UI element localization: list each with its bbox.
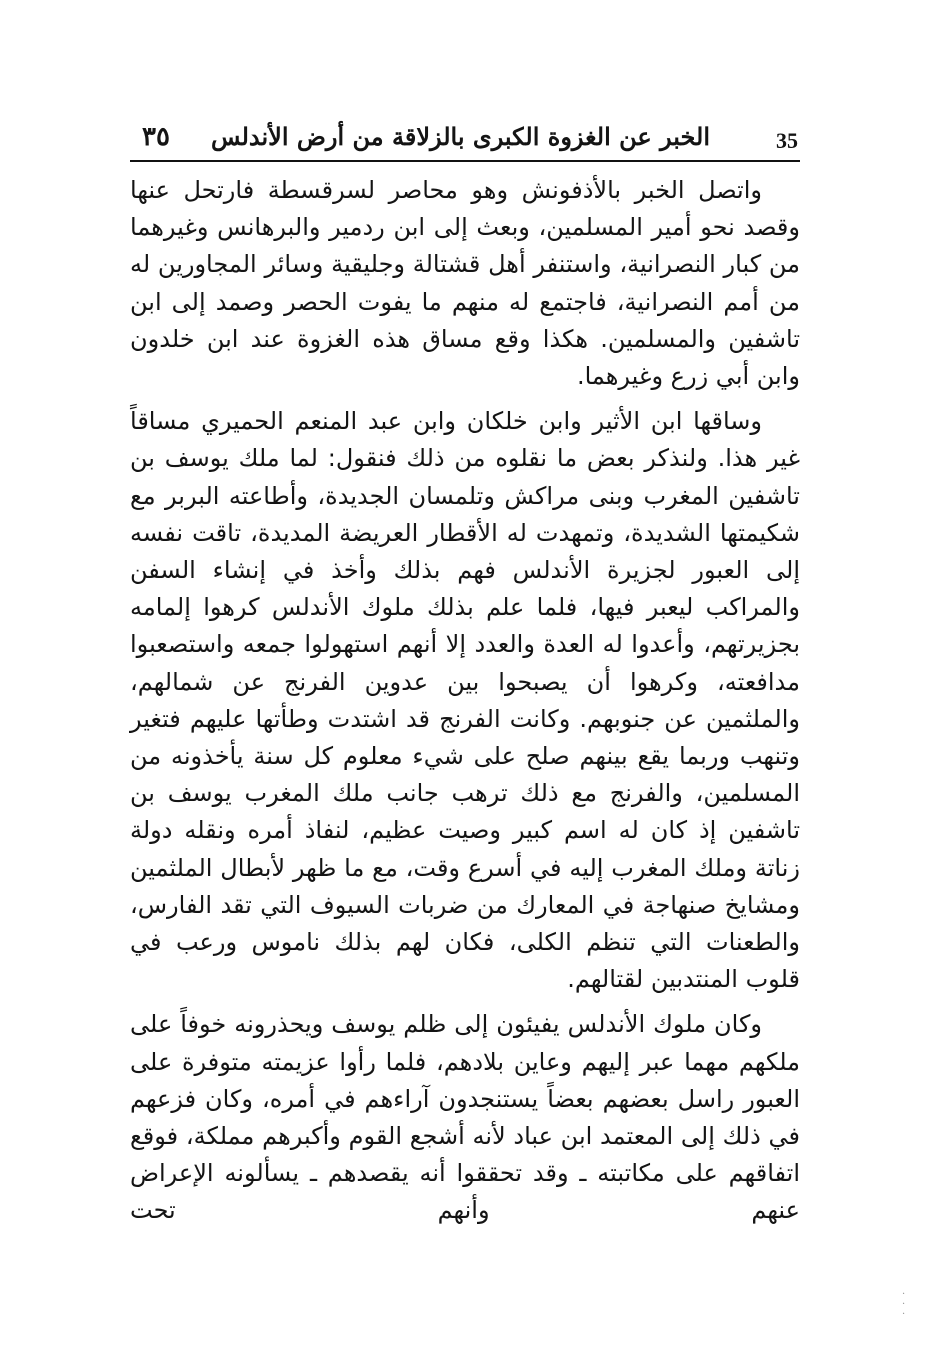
paragraph-2: وساقها ابن الأثير وابن خلكان وابن عبد المنعم الحميري مساقاً غير هذا. ولنذكر بعض ما نقلوه من ذلك فنقول: لما ملك يوسف بن تاشفين المغرب وبنى مراكش وتلمسان الجديدة، وأطاعته البربر مع شكيمتها الشديدة، وتمهدت له الأقطار العريضة المديدة، تاقت نفسه إلى العبور لجزيرة الأندلس فهم بذلك وأخذ في إنشاء السفن والمراكب ليعبر فيها، فلما علم بذلك ملوك الأندلس كرهوا إلمامه بجزيرتهم، وأعدوا له العدة والعدد إلا أنهم استهولوا جمعه واستصعبوا مدافعته، وكرهوا أن يصبحوا بين عدوين الفرنج عن شمالهم، والملثمين عن جنوبهم. وكانت الفرنج قد اشتدت وطأتها عليهم فتغير وتنهب وربما يقع بينهم صلح على شيء معلوم كل سنة يأخذونه من المسلمين، والفرنج مع ذلك ترهب جانب ملك المغرب يوسف بن تاشفين إذ كان له اسم كبير وصيت عظيم، لنفاذ أمره ونقله دولة زناتة وملك المغرب إليه في أسرع وقت، مع ما ظهر لأبطال الملثمين ومشايخ صنهاجة في المعارك من ضربات السيوف التي تقد الفارس، والطعنات التي تنظم الكلى، فكان لهم بذلك ناموس ورعب في قلوب المنتدبين لقتالهم. bbox=[130, 407, 800, 994]
body-text bbox=[130, 172, 800, 1238]
page-number-arabic: ٣٥ bbox=[142, 122, 170, 152]
page-header bbox=[130, 118, 800, 162]
page-number-latin: 35 bbox=[776, 128, 798, 153]
paragraph-1: واتصل الخبر بالأذفونش وهو محاصر لسرقسطة فارتحل عنها وقصد نحو أمير المسلمين، وبعث إلى ابن ردمير والبرهانس وغيرهما من كبار النصرانية، واستنفر أهل قشتالة وجليقية وسائر المجاورين له من أمم النصرانية، فاجتمع له منهم ما يفوت الحصر وصمد إلى ابن تاشفين والمسلمين. هكذا وقع مساق هذه الغزوة عند ابن خلدون وابن أبي زرع وغيرهما. bbox=[130, 176, 800, 391]
paragraph-3: وكان ملوك الأندلس يفيئون إلى ظلم يوسف ويحذرونه خوفاً على ملكهم مهما عبر إليهم وعاين بلادهم، فلما رأوا عزيمته متوفرة على العبور راسل بعضهم بعضاً يستنجدون آراءهم في أمره، وكان فزعهم في ذلك إلى المعتمد ابن عباد لأنه أشجع القوم وأكبرهم مملكة، فوقع اتفاقهم على مكاتبته ـ وقد تحققوا أنه يقصدهم ـ يسألونه الإعراض عنهم وأنهم تحت bbox=[130, 1010, 800, 1225]
header-rule bbox=[130, 160, 800, 162]
running-title: الخبر عن الغزوة الكبرى بالزلاقة من أرض الأندلس bbox=[210, 122, 710, 151]
scan-margin-marks: · · · bbox=[902, 1289, 906, 1320]
